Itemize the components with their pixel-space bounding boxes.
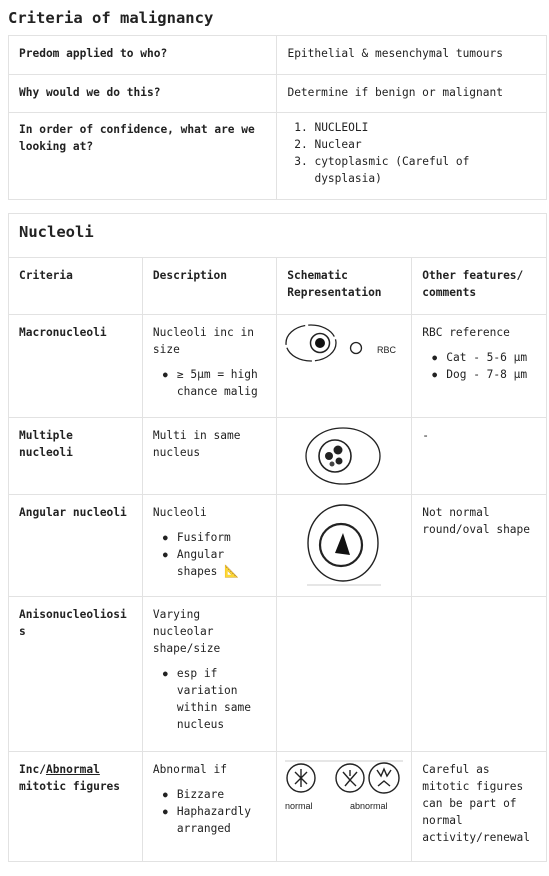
- criteria-text: Inc/: [19, 763, 46, 776]
- section-title: Nucleoli: [9, 214, 547, 258]
- list-item: ● Cat - 5-6 μm: [446, 349, 536, 366]
- schematic-cell: [277, 315, 412, 418]
- criteria-text: Abnormal: [45, 763, 100, 776]
- schematic-cell: [277, 418, 412, 495]
- bullet-list: [153, 786, 266, 837]
- list-item: [177, 546, 266, 580]
- table-row: [9, 752, 547, 862]
- table-row: [9, 597, 547, 752]
- list-item: ● Fusiform: [177, 529, 266, 546]
- description-text: Varying nucleolar shape/size: [152, 608, 221, 655]
- section-title-row: [9, 214, 547, 258]
- bullet-list: [153, 366, 266, 400]
- list-item-text: Angular shapes: [176, 548, 225, 578]
- comment-cell: -: [412, 418, 547, 495]
- description-text: Nucleoli inc in size: [152, 326, 254, 356]
- criteria-cell: Macronucleoli: [9, 315, 143, 418]
- criteria-cell: Multiple nucleoli: [9, 418, 143, 495]
- description-cell: [142, 752, 276, 862]
- list-item: ● Haphazardly arranged: [177, 803, 266, 837]
- list-item: ● Dog - 7-8 μm: [446, 366, 536, 383]
- description-cell: [142, 597, 276, 752]
- comment-cell: Not normal round/oval shape: [412, 495, 547, 597]
- criteria-cell: Anisonucleoliosis: [9, 597, 143, 752]
- bullet-list: [153, 529, 266, 580]
- schematic-label: normal: [285, 801, 313, 811]
- description-text: Abnormal if: [152, 763, 227, 776]
- list-item: 2. Nuclear: [314, 136, 536, 153]
- table-row: [9, 418, 547, 495]
- answer-cell: Determine if benign or malignant: [277, 75, 547, 113]
- bullet-list: [422, 349, 536, 383]
- list-item: ● Bizzare: [177, 786, 266, 803]
- macronucleoli-schematic: [285, 323, 407, 367]
- table-row: [9, 36, 547, 75]
- column-header: Other features/ comments: [412, 258, 547, 315]
- angular-nucleoli-schematic: [305, 503, 385, 587]
- list-item: 1. NUCLEOLI: [314, 119, 536, 136]
- description-cell: [142, 495, 276, 597]
- answer-cell: [277, 113, 547, 200]
- question-cell: Why would we do this?: [9, 75, 277, 113]
- column-header: Description: [142, 258, 276, 315]
- column-header: Criteria: [9, 258, 143, 315]
- ruler-icon: 📐: [224, 564, 240, 578]
- comment-cell: [412, 315, 547, 418]
- criteria-cell: [9, 752, 143, 862]
- table-row: [9, 113, 547, 200]
- table-row: [9, 315, 547, 418]
- description-text: Nucleoli: [152, 506, 207, 519]
- question-cell: Predom applied to who?: [9, 36, 277, 75]
- schematic-cell: [277, 495, 412, 597]
- confidence-list: [287, 119, 536, 187]
- schematic-label: RBC: [377, 345, 397, 355]
- page-title: Criteria of malignancy: [8, 9, 214, 27]
- description-cell: [142, 315, 276, 418]
- criteria-text: mitotic figures: [19, 780, 121, 793]
- schematic-cell: [277, 597, 412, 752]
- mitotic-figures-schematic: [285, 760, 407, 816]
- list-item: ● ≥ 5μm = high chance malig: [177, 366, 266, 400]
- list-item: ● esp if variation within same nucleus: [177, 665, 266, 733]
- bullet-list: [153, 665, 266, 733]
- comment-cell: [412, 597, 547, 752]
- nucleoli-table: [8, 213, 547, 862]
- question-cell: In order of confidence, what are we looking at?: [9, 113, 277, 200]
- schematic-cell: [277, 752, 412, 862]
- criteria-cell: Angular nucleoli: [9, 495, 143, 597]
- description-cell: Multi in same nucleus: [142, 418, 276, 495]
- comment-text: RBC reference: [422, 326, 510, 339]
- schematic-label: abnormal: [350, 801, 388, 811]
- overview-table: [8, 35, 547, 200]
- answer-cell: Epithelial & mesenchymal tumours: [277, 36, 547, 75]
- comment-cell: Careful as mitotic figures can be part of normal activity/renewal: [412, 752, 547, 862]
- header-row: [9, 258, 547, 315]
- column-header: Schematic Representation: [277, 258, 412, 315]
- list-item: 3. cytoplasmic (Careful of dysplasia): [314, 153, 536, 187]
- multiple-nucleoli-schematic: [305, 426, 385, 486]
- table-row: [9, 75, 547, 113]
- table-row: [9, 495, 547, 597]
